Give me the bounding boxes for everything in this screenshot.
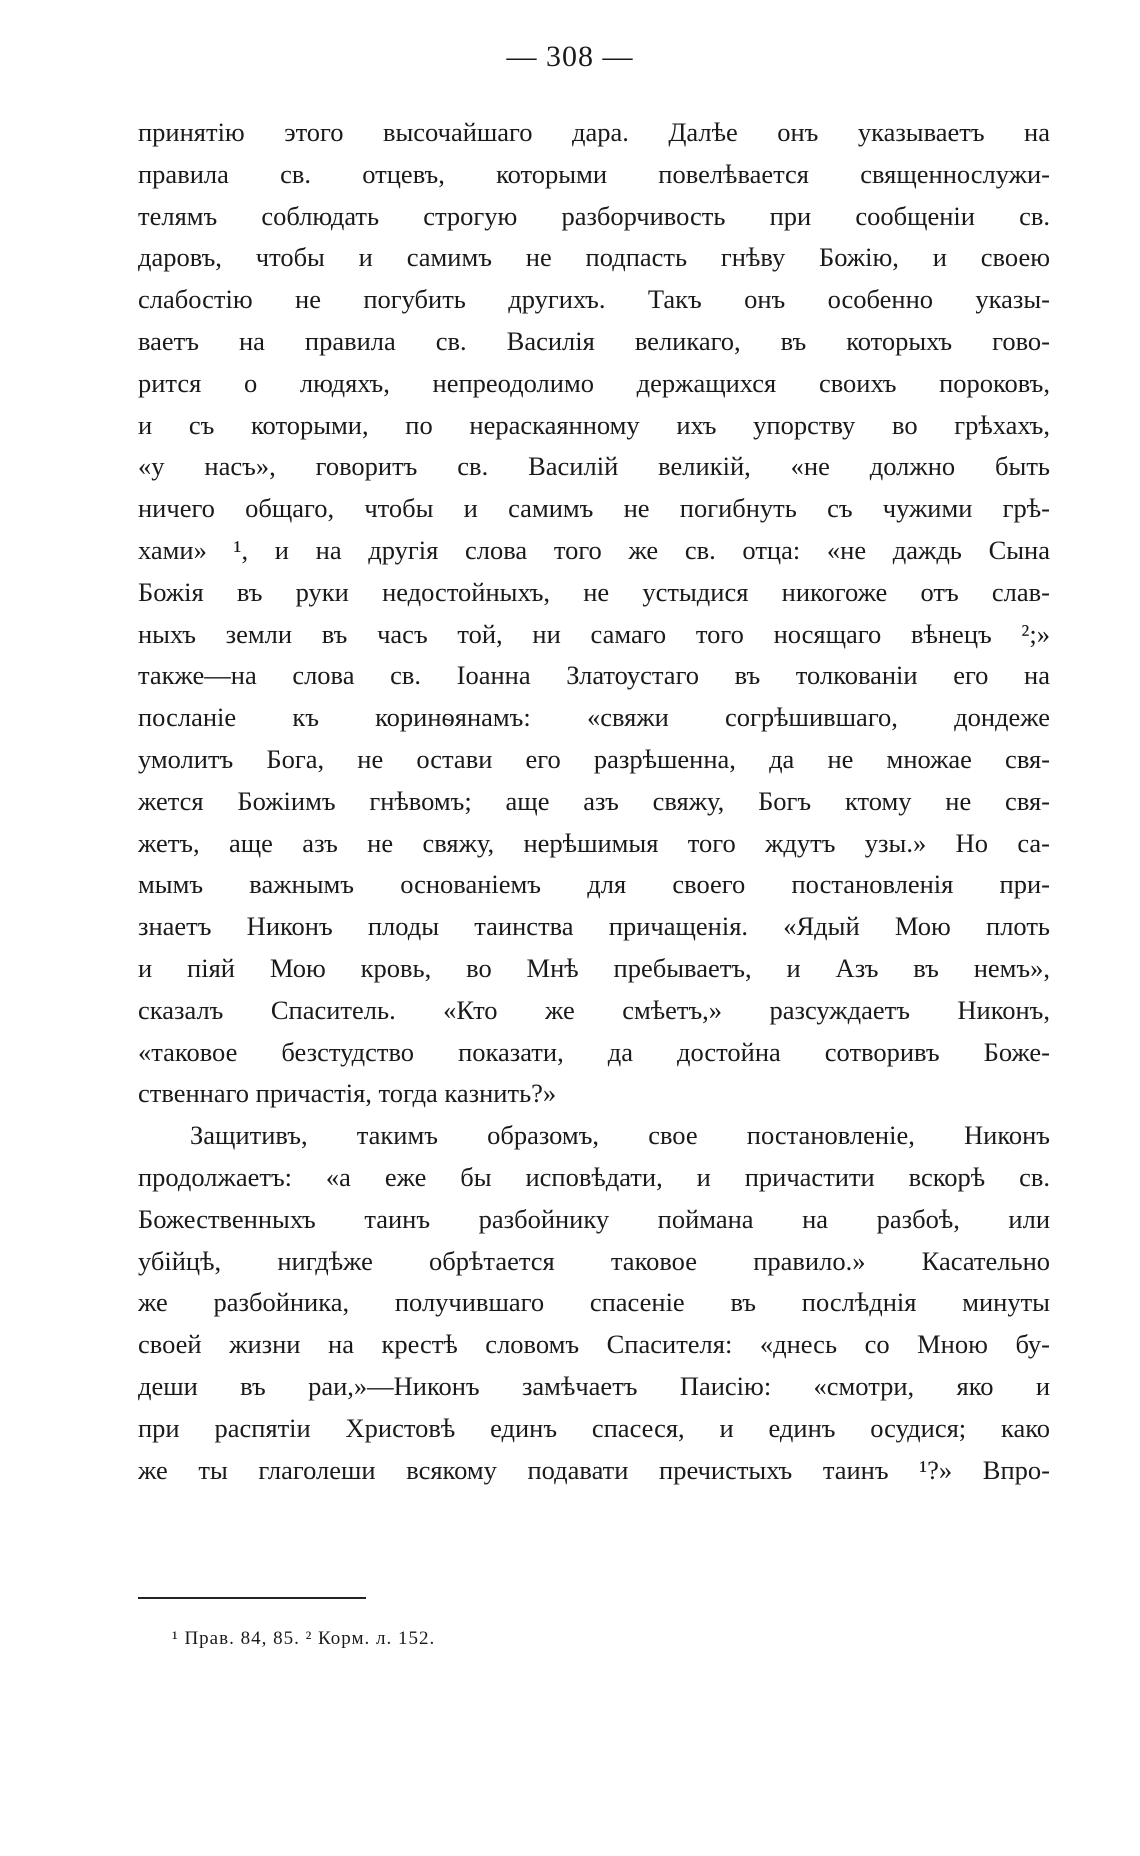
text-line: и піяй Мою кровь, во Мнѣ пребываетъ, и Азъ въ немъ», bbox=[138, 952, 1050, 983]
text-line: также—на слова св. Іоанна Златоустаго въ толкованіи его на bbox=[138, 660, 1050, 691]
text-line: ваетъ на правила св. Василія великаго, въ которыхъ гово- bbox=[138, 325, 1050, 356]
text-line: деши въ раи,»—Никонъ замѣчаетъ Паисію: «смотри, яко и bbox=[138, 1370, 1050, 1401]
text-line: «у насъ», говоритъ св. Василій великій, «не должно быть bbox=[138, 451, 1050, 482]
text-line: рится о людяхъ, непреодолимо держащихся своихъ пороковъ, bbox=[138, 367, 1050, 398]
text-line: Божественныхъ таинъ разбойнику поймана на разбоѣ, или bbox=[138, 1203, 1050, 1234]
text-line: Божія въ руки недостойныхъ, не устыдися никогоже отъ слав- bbox=[138, 576, 1050, 607]
text-line: правила св. отцевъ, которыми повелѣвается священнослужи- bbox=[138, 158, 1050, 189]
text-line: слабостію не погубить другихъ. Такъ онъ особенно указы- bbox=[138, 284, 1050, 315]
text-line: же разбойника, получившаго спасеніе въ послѣднія минуты bbox=[138, 1287, 1050, 1318]
text-line: ничего общаго, чтобы и самимъ не погибнуть съ чужими грѣ- bbox=[138, 493, 1050, 524]
text-line: же ты глаголеши всякому подавати пречистыхъ таинъ ¹?» Впро- bbox=[138, 1454, 1050, 1485]
text-line: убійцѣ, нигдѣже обрѣтается таковое правило.» Касательно bbox=[138, 1245, 1050, 1276]
footnote-divider bbox=[138, 1597, 366, 1599]
text-line-paragraph-start: Защитивъ, такимъ образомъ, свое постановленіе, Никонъ bbox=[190, 1120, 1050, 1151]
page-number: — 308 — bbox=[506, 40, 634, 73]
text-line: ныхъ земли въ часъ той, ни самаго того носящаго вѣнецъ ²;» bbox=[138, 618, 1050, 649]
main-text bbox=[138, 112, 1050, 1491]
text-line: ственнаго причастія, тогда казнить?» bbox=[138, 1078, 557, 1109]
text-line: телямъ соблюдать строгую разборчивость при сообщеніи св. bbox=[138, 200, 1050, 231]
text-line: посланіе къ коринѳянамъ: «свяжи согрѣшившаго, дондеже bbox=[138, 702, 1050, 733]
text-line: знаетъ Никонъ плоды таинства причащенія. «Ядый Мою плоть bbox=[138, 911, 1050, 942]
text-line: жется Божіимъ гнѣвомъ; аще азъ свяжу, Богъ ктому не свя- bbox=[138, 785, 1050, 816]
text-line: жетъ, аще азъ не свяжу, нерѣшимыя того ждутъ узы.» Но са- bbox=[138, 827, 1050, 858]
text-line: сказалъ Спаситель. «Кто же смѣетъ,» разсуждаетъ Никонъ, bbox=[138, 994, 1050, 1025]
text-line: «таковое безстудство показати, да достойна сотворивъ Боже- bbox=[138, 1036, 1050, 1067]
text-line: принятію этого высочайшаго дара. Далѣе онъ указываетъ на bbox=[138, 117, 1050, 147]
footnotes: ¹ Прав. 84, 85. ² Корм. л. 152. bbox=[172, 1628, 436, 1649]
text-line: мымъ важнымъ основаніемъ для своего постановленія при- bbox=[138, 869, 1050, 900]
text-line: своей жизни на крестѣ словомъ Спасителя: «днесь со Мною бу- bbox=[138, 1329, 1050, 1360]
text-line: при распятіи Христовѣ единъ спасеся, и единъ осудися; како bbox=[138, 1412, 1050, 1443]
text-line: хами» ¹, и на другія слова того же св. отца: «не даждь Сына bbox=[138, 534, 1050, 565]
text-line: и съ которыми, по нераскаянному ихъ упорству во грѣхахъ, bbox=[138, 409, 1050, 440]
text-line: умолитъ Бога, не остави его разрѣшенна, да не множае свя- bbox=[138, 743, 1050, 774]
text-line: продолжаетъ: «а еже бы исповѣдати, и причастити вскорѣ св. bbox=[138, 1161, 1050, 1192]
text-line: даровъ, чтобы и самимъ не подпасть гнѣву Божію, и своею bbox=[138, 242, 1050, 273]
